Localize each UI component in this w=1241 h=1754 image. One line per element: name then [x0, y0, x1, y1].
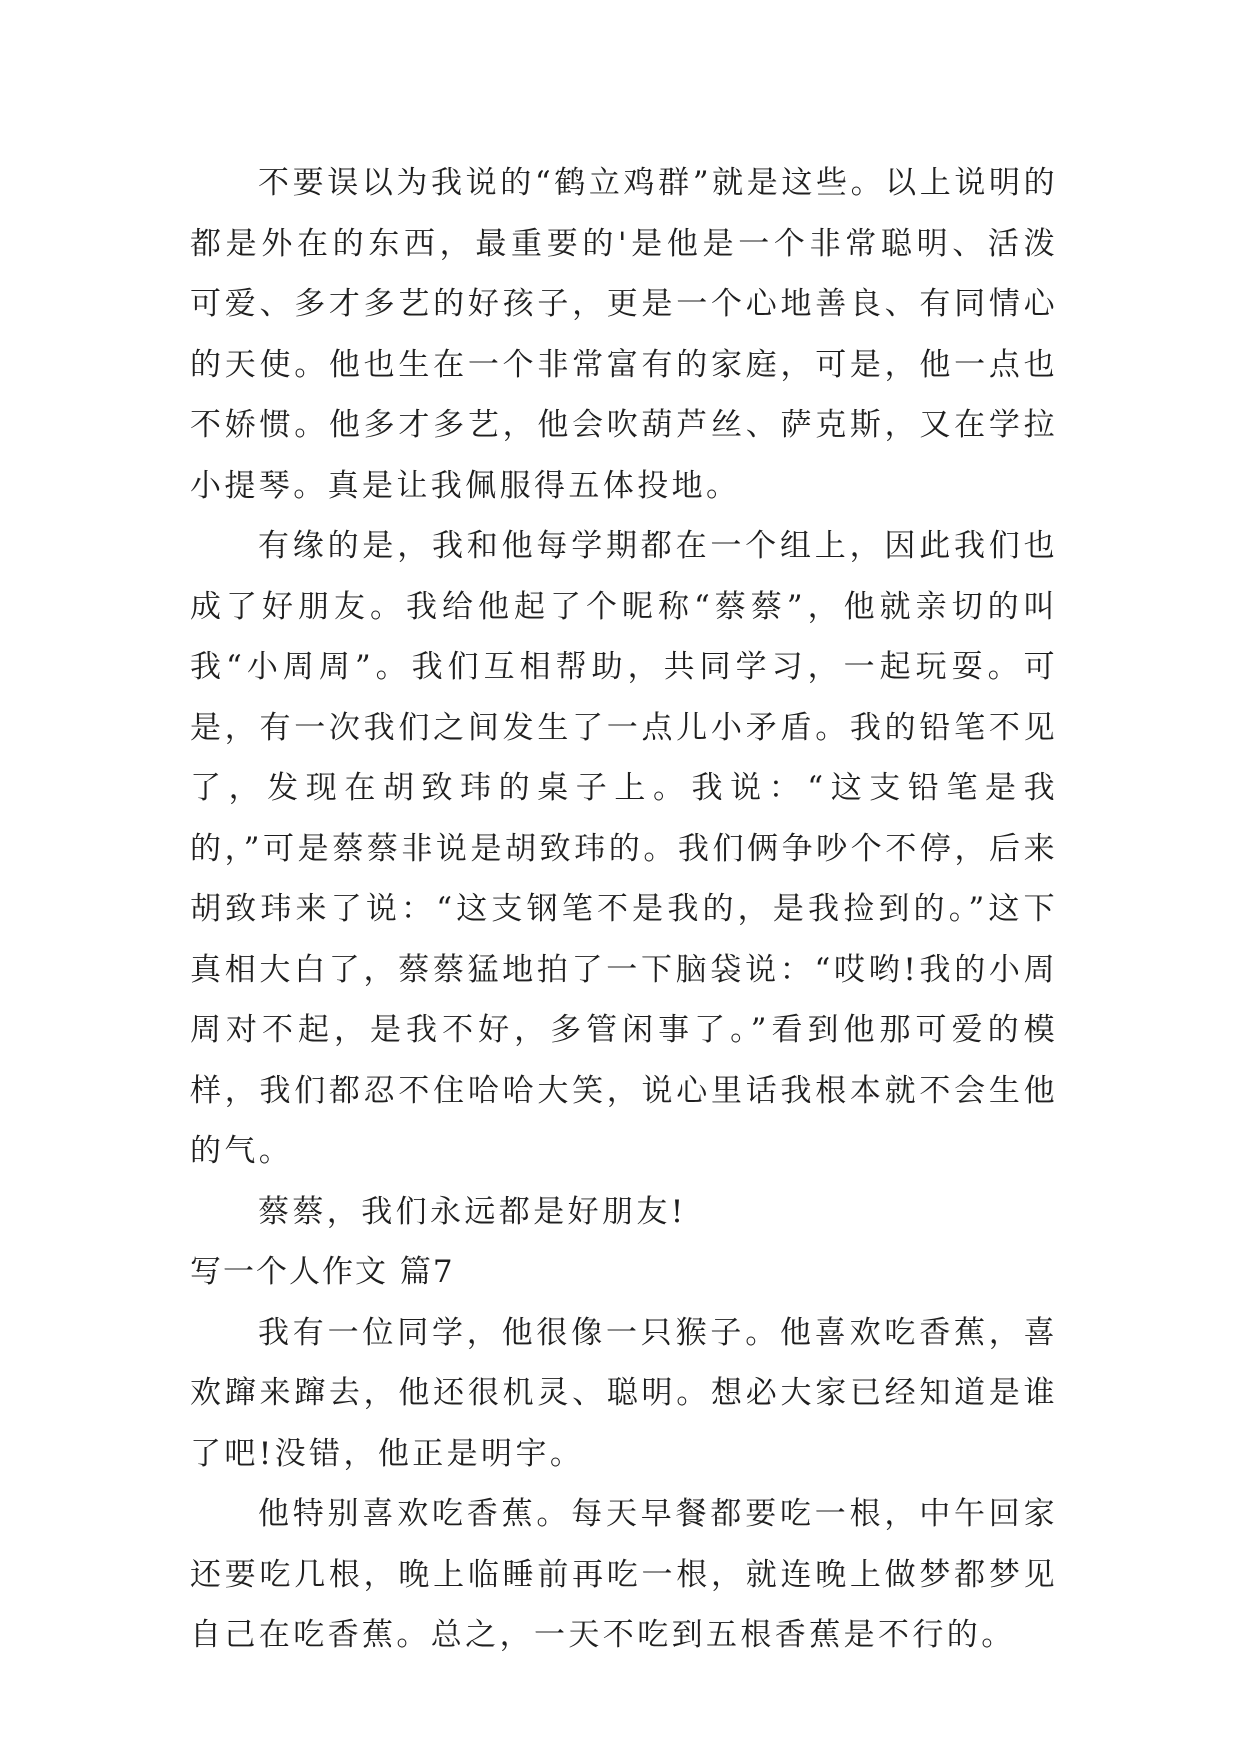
- paragraph: 我有一位同学，他很像一只猴子。他喜欢吃香蕉，喜欢蹿来蹿去，他还很机灵、聪明。想必大家已经知道是谁了吧!没错，他正是明宇。: [190, 1314, 1058, 1472]
- paragraph: 有缘的是，我和他每学期都在一个组上，因此我们也成了好朋友。我给他起了个昵称“蔡蔡”，他就亲切的叫我“小周周”。我们互相帮助，共同学习，一起玩耍。可是，有一次我们之间发生了一点儿小矛盾。我的铅笔不见了，发现在胡致玮的桌子上。我说：“这支铅笔是我的，”可是蔡蔡非说是胡致玮的。我们俩争吵个不停，后来胡致玮来了说：“这支钢笔不是我的，是我捡到的。”这下真相大白了，蔡蔡猛地拍了一下脑袋说：“哎哟!我的小周周对不起，是我不好，多管闲事了。”看到他那可爱的模样，我们都忍不住哈哈大笑，说心里话我根本就不会生他的气。: [190, 528, 1058, 1169]
- paragraph: 他特别喜欢吃香蕉。每天早餐都要吃一根，中午回家还要吃几根，晚上临睡前再吃一根，就连晚上做梦都梦见自己在吃香蕉。总之，一天不吃到五根香蕉是不行的。: [190, 1496, 1058, 1653]
- paragraph: 蔡蔡，我们永远都是好朋友!: [258, 1193, 687, 1230]
- document-body: [190, 153, 1058, 1666]
- paragraph: 不要误以为我说的“鹤立鸡群”就是这些。以上说明的都是外在的东西，最重要的'是他是一个非常聪明、活泼可爱、多才多艺的好孩子，更是一个心地善良、有同情心的天使。他也生在一个非常富有的家庭，可是，他一点也不娇惯。他多才多艺，他会吹葫芦丝、萨克斯，又在学拉小提琴。真是让我佩服得五体投地。: [190, 165, 1058, 504]
- section-heading: 写一个人作文 篇7: [190, 1254, 455, 1290]
